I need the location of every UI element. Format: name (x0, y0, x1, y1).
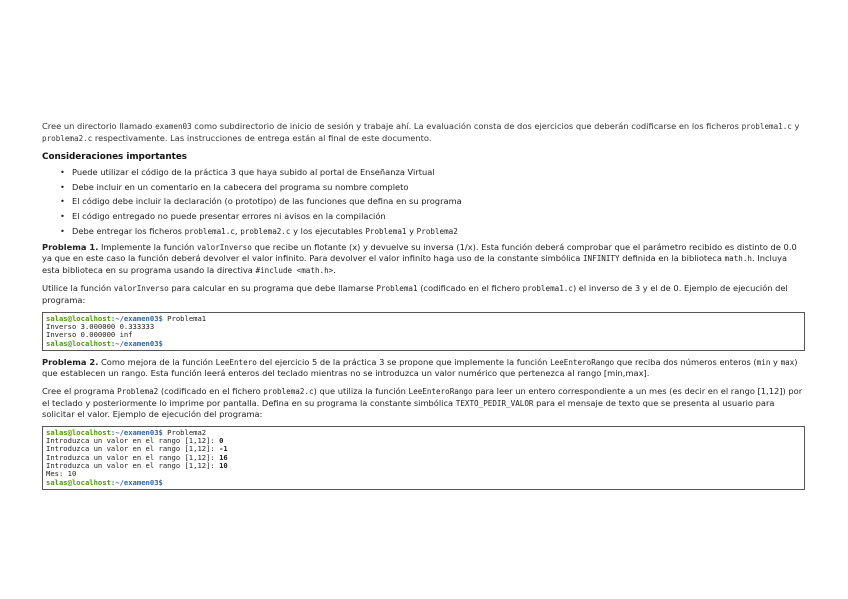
body-text: Utilice la función (42, 283, 114, 294)
list-item: • Debe incluir en un comentario en la cabecera del programa su nombre completo (64, 182, 805, 193)
intro-text: respectivamente. Las instrucciones de entrega están al final de este documento. (92, 132, 432, 143)
file-name: problema1.c (522, 284, 573, 294)
body-text: (codificado en el fichero (417, 283, 523, 294)
prompt-user: salas@localhost (46, 477, 111, 487)
body-text: para el mensaje de texto que se presenta al usuario para solicitar el valor. Ejemplo de ejecución del programa: (42, 397, 775, 420)
body-text: (codificado en el fichero (158, 386, 264, 397)
file-name: problema2.c (263, 387, 314, 397)
function-name: LeeEnteroRango (408, 387, 473, 397)
problem1-statement (42, 242, 805, 277)
prompt-user: salas@localhost (46, 313, 111, 323)
terminal-example-1 (42, 312, 805, 351)
item-text: , (234, 225, 241, 236)
include-directive: #include <math.h> (255, 265, 334, 275)
list-item: • El código debe incluir la declaración (o prototipo) de las funciones que defina en su programa (64, 196, 805, 207)
terminal-line (46, 479, 801, 487)
body-text: que reciba dos números enteros ( (614, 356, 757, 367)
terminal-line: Inverso 3.000000 0.333333 (46, 321, 155, 331)
prompt-user: salas@localhost (46, 427, 111, 437)
problem1-usage (42, 283, 805, 305)
user-input: 16 (219, 452, 228, 462)
param-name: min (756, 357, 771, 367)
function-name: valorInverso (113, 284, 169, 294)
constant-name: TEXTO_PEDIR_VALOR (455, 398, 534, 408)
prompt-path: :~/examen03$ (110, 477, 163, 487)
prompt-user: salas@localhost (46, 338, 111, 348)
problem1-label: Problema 1. (42, 241, 99, 252)
library-name: math.h (724, 254, 752, 264)
exec-name: Problema2 (416, 226, 458, 236)
terminal-line: Mes: 10 (46, 469, 77, 479)
user-input: -1 (219, 444, 228, 454)
terminal-line (46, 462, 801, 470)
requirements-list (42, 167, 805, 238)
function-name: LeeEnteroRango (550, 357, 615, 367)
command: Problema2 (162, 427, 207, 437)
intro-text: y (791, 121, 800, 131)
body-text: Cree el programa (42, 386, 118, 397)
terminal-line: Inverso 0.000000 inf (46, 330, 133, 340)
prompt-text: Introduzca un valor en el rango [1,12]: (46, 436, 220, 446)
dir-name: examen03 (155, 122, 192, 131)
body-text: ) el inverso de 3 y el de 0. Ejemplo de ejecución del programa: (42, 283, 788, 306)
body-text: Como mejora de la función (98, 356, 216, 367)
user-input: 0 (219, 436, 224, 446)
document-page (42, 121, 805, 496)
intro-text: como subdirectorio de inicio de sesión y trabaje ahí. La evaluación consta de dos ejercicios que deberán codificarse en los ficheros (191, 121, 742, 131)
file-name: problema1.c (184, 226, 235, 236)
program-name: Problema1 (376, 284, 418, 294)
body-text: . Incluya esta biblioteca en su programa usando la directiva (42, 253, 788, 275)
prompt-text: Introduzca un valor en el rango [1,12]: (46, 452, 220, 462)
command: Problema1 (162, 313, 207, 323)
prompt-text: Introduzca un valor en el rango [1,12]: (46, 444, 220, 454)
user-input: 10 (219, 461, 228, 470)
file-name: problema2.c (240, 226, 291, 236)
prompt-path: :~/examen03$ (110, 427, 163, 437)
item-text: y (406, 225, 417, 236)
body-text: para leer un entero correspondiente a un mes (es decir en el rango [1,12]) por el teclado y posteriormente lo imprime por pantalla. Defina en su programa la constante simbólica (42, 386, 803, 408)
item-text: y los ejecutables (290, 225, 366, 236)
body-text: ) que establecen un rango. Esta función leerá enteros del teclado mientras no se introduzca un valor numérico que pertenezca al rango [min,max]. (42, 356, 798, 379)
intro-text: Cree un directorio llamado (42, 121, 156, 131)
prompt-path: :~/examen03$ (110, 338, 163, 348)
body-text: . (333, 264, 336, 275)
function-name: valorInverso (196, 242, 252, 252)
terminal-line (46, 340, 801, 348)
intro-paragraph (42, 121, 805, 144)
problem2-label: Problema 2. (42, 356, 99, 367)
item-text: Debe entregar los ficheros (72, 225, 185, 236)
function-name: LeeEntero (215, 357, 257, 367)
constant-name: INFINITY (582, 254, 620, 264)
body-text: ) que utiliza la función (313, 386, 409, 397)
body-text: que recibe un flotante (x) y devuelve su inversa (1/x). Esta función deberá comprobar que el parámetro recibido es distinto de 0.0 ya que en este caso la función deberá devolver el valor infinito. Para devolver el valor infinito haga uso de la constante simbólica (42, 241, 797, 264)
section-heading: Consideraciones importantes (42, 152, 188, 163)
prompt-path: :~/examen03$ (110, 313, 163, 323)
body-text: para calcular en su programa que debe llamarse (168, 283, 377, 294)
body-text: del ejercicio 5 de la práctica 3 se propone que implemente la función (256, 356, 551, 367)
list-item: • Puede utilizar el código de la práctica 3 que haya subido al portal de Enseñanza Virtual (64, 167, 805, 178)
prompt-text: Introduzca un valor en el rango [1,12]: (46, 461, 220, 470)
body-text: definida en la biblioteca (619, 253, 725, 264)
program-name: Problema2 (117, 387, 159, 397)
terminal-line (46, 315, 801, 323)
file-name: problema1.c (741, 122, 792, 131)
list-item (64, 226, 805, 238)
param-name: max (780, 357, 795, 367)
problem2-statement (42, 357, 805, 379)
body-text: y (770, 356, 781, 367)
exec-name: Problema1 (365, 226, 407, 236)
file-name: problema2.c (42, 133, 93, 143)
list-item: • El código entregado no puede presentar errores ni avisos en la compilación (64, 211, 805, 222)
terminal-example-2 (42, 426, 805, 490)
body-text: Implemente la función (98, 241, 197, 252)
problem2-usage (42, 386, 805, 420)
